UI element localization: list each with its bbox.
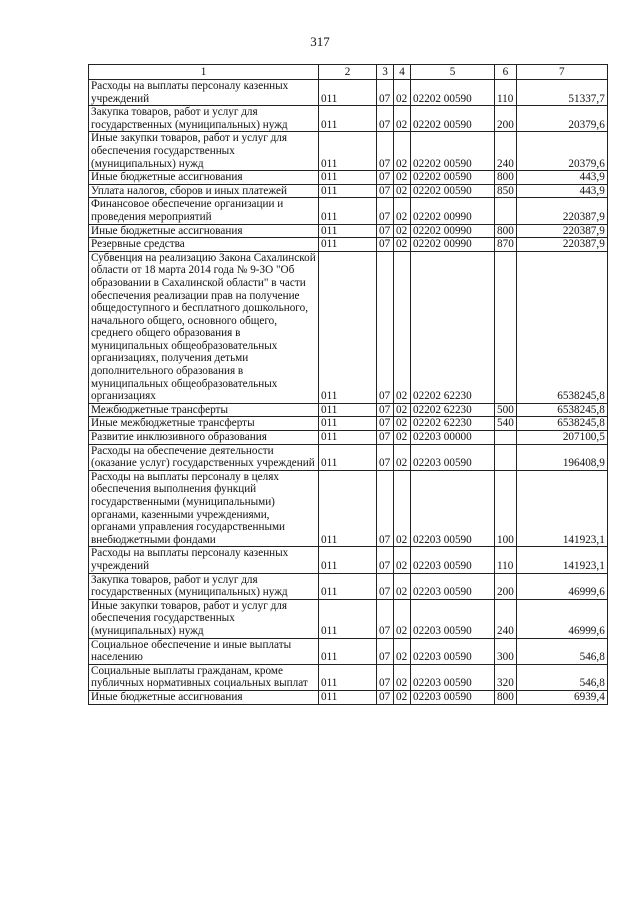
row-section-cell: 07	[377, 403, 394, 417]
row-sum-cell: 20379,6	[516, 132, 607, 171]
row-code-cell: 011	[319, 184, 377, 198]
row-type-cell: 100	[495, 470, 517, 547]
row-target-cell: 02203 00590	[411, 664, 495, 690]
row-code-cell: 011	[319, 470, 377, 547]
row-subsection-cell: 02	[394, 198, 411, 224]
row-code-cell: 011	[319, 599, 377, 638]
row-target-cell: 02202 00590	[411, 184, 495, 198]
row-name-cell: Закупка товаров, работ и услуг для государственных (муниципальных) нужд	[89, 106, 319, 132]
column-header: 2	[319, 65, 377, 80]
row-subsection-cell: 02	[394, 547, 411, 573]
row-type-cell: 540	[495, 417, 517, 431]
row-code-cell: 011	[319, 547, 377, 573]
row-type-cell: 300	[495, 638, 517, 664]
row-name-cell: Расходы на обеспечение деятельности (оказание услуг) государственных учреждений	[89, 444, 319, 470]
table-row	[89, 664, 608, 690]
row-subsection-cell: 02	[394, 431, 411, 445]
row-subsection-cell: 02	[394, 690, 411, 704]
row-subsection-cell: 02	[394, 664, 411, 690]
row-subsection-cell: 02	[394, 80, 411, 106]
row-section-cell: 07	[377, 664, 394, 690]
row-sum-cell: 220387,9	[516, 238, 607, 252]
row-section-cell: 07	[377, 599, 394, 638]
row-subsection-cell: 02	[394, 638, 411, 664]
table-row	[89, 238, 608, 252]
row-target-cell: 02203 00590	[411, 638, 495, 664]
row-subsection-cell: 02	[394, 106, 411, 132]
row-section-cell: 07	[377, 132, 394, 171]
row-section-cell: 07	[377, 238, 394, 252]
table-row	[89, 638, 608, 664]
row-subsection-cell: 02	[394, 403, 411, 417]
row-name-cell: Финансовое обеспечение организации и проведения мероприятий	[89, 198, 319, 224]
table-row	[89, 417, 608, 431]
row-section-cell: 07	[377, 690, 394, 704]
row-name-cell: Иные бюджетные ассигнования	[89, 690, 319, 704]
row-target-cell: 02202 62230	[411, 403, 495, 417]
row-section-cell: 07	[377, 417, 394, 431]
row-type-cell: 320	[495, 664, 517, 690]
row-name-cell: Иные межбюджетные трансферты	[89, 417, 319, 431]
row-code-cell: 011	[319, 638, 377, 664]
row-type-cell	[495, 431, 517, 445]
row-code-cell: 011	[319, 132, 377, 171]
row-section-cell: 07	[377, 573, 394, 599]
row-name-cell: Межбюджетные трансферты	[89, 403, 319, 417]
row-subsection-cell: 02	[394, 132, 411, 171]
row-target-cell: 02203 00590	[411, 470, 495, 547]
row-target-cell: 02203 00590	[411, 690, 495, 704]
table-row	[89, 690, 608, 704]
row-name-cell: Уплата налогов, сборов и иных платежей	[89, 184, 319, 198]
row-type-cell	[495, 444, 517, 470]
table-header-row	[89, 65, 608, 80]
table-row	[89, 599, 608, 638]
row-subsection-cell: 02	[394, 184, 411, 198]
row-code-cell: 011	[319, 238, 377, 252]
column-header: 4	[394, 65, 411, 80]
row-type-cell: 800	[495, 171, 517, 185]
row-sum-cell: 546,8	[516, 638, 607, 664]
row-subsection-cell: 02	[394, 470, 411, 547]
row-code-cell: 011	[319, 573, 377, 599]
table-row	[89, 431, 608, 445]
row-section-cell: 07	[377, 106, 394, 132]
row-subsection-cell: 02	[394, 224, 411, 238]
row-name-cell: Субвенция на реализацию Закона Сахалинской области от 18 марта 2014 года № 9-ЗО "Об образовании в Сахалинской области" в части обеспечения реализации прав на получение общедоступного и бесплатного дошкольного, начального общего, основного общего, среднего общего образования в муниципальных общеобразовательных организациях, получения детьми дополнительного образования в муниципальных общеобразовательных организациях	[89, 251, 319, 403]
column-header: 6	[495, 65, 517, 80]
row-type-cell	[495, 198, 517, 224]
row-target-cell: 02202 00990	[411, 238, 495, 252]
row-code-cell: 011	[319, 251, 377, 403]
row-target-cell: 02203 00590	[411, 573, 495, 599]
row-name-cell: Закупка товаров, работ и услуг для государственных (муниципальных) нужд	[89, 573, 319, 599]
row-section-cell: 07	[377, 184, 394, 198]
row-sum-cell: 51337,7	[516, 80, 607, 106]
row-type-cell: 110	[495, 80, 517, 106]
row-code-cell: 011	[319, 171, 377, 185]
row-sum-cell: 220387,9	[516, 198, 607, 224]
row-sum-cell: 6538245,8	[516, 417, 607, 431]
row-code-cell: 011	[319, 431, 377, 445]
table-row	[89, 80, 608, 106]
row-name-cell: Расходы на выплаты персоналу в целях обеспечения выполнения функций государственными (муниципальными) органами, казенными учреждениями, органами управления государственными внебюджетными фондами	[89, 470, 319, 547]
row-sum-cell: 207100,5	[516, 431, 607, 445]
row-name-cell: Развитие инклюзивного образования	[89, 431, 319, 445]
row-section-cell: 07	[377, 470, 394, 547]
row-type-cell: 240	[495, 132, 517, 171]
column-header: 3	[377, 65, 394, 80]
row-target-cell: 02203 00590	[411, 444, 495, 470]
row-sum-cell: 46999,6	[516, 573, 607, 599]
row-code-cell: 011	[319, 403, 377, 417]
row-target-cell: 02203 00590	[411, 547, 495, 573]
row-code-cell: 011	[319, 444, 377, 470]
row-code-cell: 011	[319, 417, 377, 431]
column-header: 7	[516, 65, 607, 80]
row-subsection-cell: 02	[394, 238, 411, 252]
row-subsection-cell: 02	[394, 444, 411, 470]
row-target-cell: 02203 00590	[411, 599, 495, 638]
table-row	[89, 547, 608, 573]
row-section-cell: 07	[377, 431, 394, 445]
row-sum-cell: 46999,6	[516, 599, 607, 638]
row-code-cell: 011	[319, 690, 377, 704]
row-code-cell: 011	[319, 80, 377, 106]
row-type-cell: 200	[495, 573, 517, 599]
row-target-cell: 02202 00590	[411, 80, 495, 106]
row-type-cell: 850	[495, 184, 517, 198]
table-row	[89, 184, 608, 198]
row-sum-cell: 141923,1	[516, 470, 607, 547]
row-type-cell: 500	[495, 403, 517, 417]
row-subsection-cell: 02	[394, 573, 411, 599]
row-type-cell: 200	[495, 106, 517, 132]
row-sum-cell: 546,8	[516, 664, 607, 690]
row-sum-cell: 6538245,8	[516, 403, 607, 417]
row-section-cell: 07	[377, 547, 394, 573]
row-target-cell: 02202 62230	[411, 251, 495, 403]
table-row	[89, 198, 608, 224]
table-row	[89, 470, 608, 547]
table-row	[89, 224, 608, 238]
table-row	[89, 106, 608, 132]
row-section-cell: 07	[377, 638, 394, 664]
row-code-cell: 011	[319, 664, 377, 690]
table-row	[89, 573, 608, 599]
row-type-cell: 800	[495, 224, 517, 238]
row-name-cell: Расходы на выплаты персоналу казенных учреждений	[89, 80, 319, 106]
row-type-cell: 110	[495, 547, 517, 573]
row-sum-cell: 220387,9	[516, 224, 607, 238]
row-section-cell: 07	[377, 171, 394, 185]
row-sum-cell: 196408,9	[516, 444, 607, 470]
row-target-cell: 02202 00590	[411, 171, 495, 185]
row-code-cell: 011	[319, 224, 377, 238]
page-number: 317	[310, 34, 330, 49]
row-name-cell: Иные бюджетные ассигнования	[89, 224, 319, 238]
table-row	[89, 251, 608, 403]
table-row	[89, 132, 608, 171]
row-subsection-cell: 02	[394, 599, 411, 638]
row-section-cell: 07	[377, 80, 394, 106]
row-code-cell: 011	[319, 198, 377, 224]
row-name-cell: Иные закупки товаров, работ и услуг для обеспечения государственных (муниципальных) нужд	[89, 599, 319, 638]
column-header: 1	[89, 65, 319, 80]
row-name-cell: Иные закупки товаров, работ и услуг для обеспечения государственных (муниципальных) нужд	[89, 132, 319, 171]
table-row	[89, 403, 608, 417]
row-name-cell: Социальное обеспечение и иные выплаты населению	[89, 638, 319, 664]
row-type-cell: 240	[495, 599, 517, 638]
row-target-cell: 02203 00000	[411, 431, 495, 445]
row-sum-cell: 20379,6	[516, 106, 607, 132]
row-type-cell: 800	[495, 690, 517, 704]
row-type-cell: 870	[495, 238, 517, 252]
row-target-cell: 02202 00990	[411, 198, 495, 224]
column-header: 5	[411, 65, 495, 80]
row-sum-cell: 6939,4	[516, 690, 607, 704]
row-target-cell: 02202 00590	[411, 106, 495, 132]
row-target-cell: 02202 62230	[411, 417, 495, 431]
row-name-cell: Иные бюджетные ассигнования	[89, 171, 319, 185]
row-subsection-cell: 02	[394, 251, 411, 403]
row-name-cell: Социальные выплаты гражданам, кроме публичных нормативных социальных выплат	[89, 664, 319, 690]
row-section-cell: 07	[377, 224, 394, 238]
row-sum-cell: 141923,1	[516, 547, 607, 573]
row-target-cell: 02202 00990	[411, 224, 495, 238]
row-name-cell: Расходы на выплаты персоналу казенных учреждений	[89, 547, 319, 573]
row-sum-cell: 443,9	[516, 171, 607, 185]
row-sum-cell: 6538245,8	[516, 251, 607, 403]
row-target-cell: 02202 00590	[411, 132, 495, 171]
row-sum-cell: 443,9	[516, 184, 607, 198]
row-code-cell: 011	[319, 106, 377, 132]
row-type-cell	[495, 251, 517, 403]
row-subsection-cell: 02	[394, 417, 411, 431]
row-section-cell: 07	[377, 198, 394, 224]
row-name-cell: Резервные средства	[89, 238, 319, 252]
row-section-cell: 07	[377, 251, 394, 403]
table-row	[89, 444, 608, 470]
budget-table	[88, 64, 608, 705]
row-subsection-cell: 02	[394, 171, 411, 185]
row-section-cell: 07	[377, 444, 394, 470]
table-row	[89, 171, 608, 185]
